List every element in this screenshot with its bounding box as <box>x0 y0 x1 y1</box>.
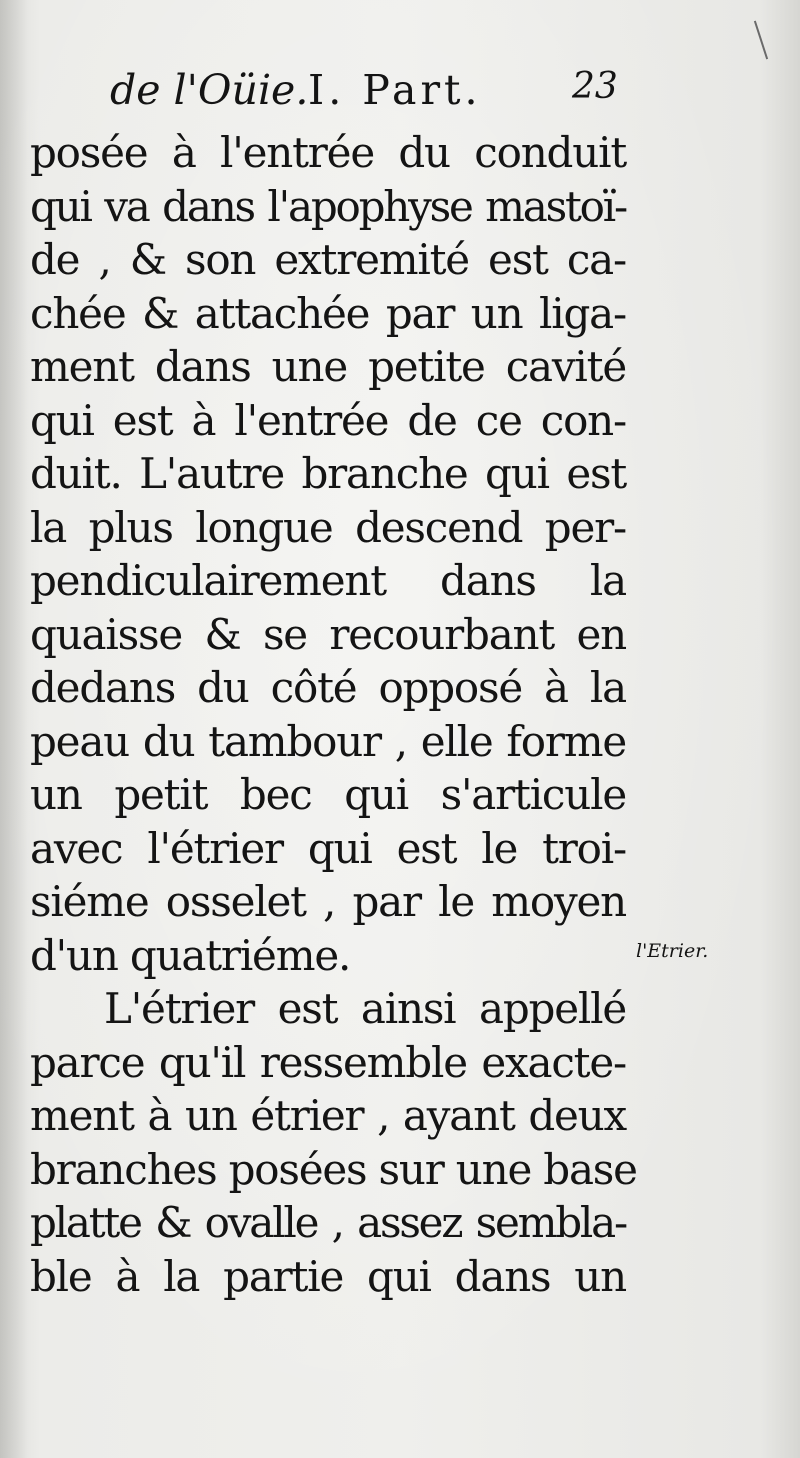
body-text <box>30 126 637 1303</box>
text-line: duit. L'autre branche qui est <box>30 449 626 498</box>
gutter-shadow <box>0 0 28 1458</box>
text-line: pendiculairement dans la <box>30 556 626 605</box>
page-number: 23 <box>572 66 618 107</box>
header-section-title: de l'Oüie. <box>110 66 309 114</box>
running-header <box>110 66 630 126</box>
text-line: qui va dans l'apophyse mastoï- <box>30 181 626 231</box>
text-line: platte & ovalle , assez sembla- <box>30 1198 626 1247</box>
paragraph-first-line: L'étrier est ainsi appellé <box>104 984 626 1033</box>
text-line: peau du tambour , elle forme <box>30 716 626 766</box>
text-line: avec l'étrier qui est le troi- <box>30 823 626 873</box>
header-part: I. Part. <box>308 66 482 114</box>
text-line: chée & attachée par un liga- <box>30 288 626 338</box>
margin-note: l'Etrier. <box>636 940 709 962</box>
text-line: dedans du côté opposé à la <box>30 663 626 712</box>
text-line: ble à la partie qui dans un <box>30 1251 626 1301</box>
text-line: de , & son extremité est ca- <box>30 235 626 284</box>
text-line: la plus longue descend per- <box>30 502 626 552</box>
text-line: ment à un étrier , ayant deux <box>30 1091 626 1140</box>
text-line: parce qu'il ressemble exacte- <box>30 1037 626 1087</box>
text-line: quaisse & se recourbant en <box>30 609 626 659</box>
text-line: branches posées sur une base <box>30 1144 637 1194</box>
text-line: qui est à l'entrée de ce con- <box>30 395 626 445</box>
text-line: siéme osselet , par le moyen <box>30 877 626 926</box>
text-line: ment dans une petite cavité <box>30 342 626 391</box>
text-line: un petit bec qui s'articule <box>30 770 626 819</box>
text-line: d'un quatriéme. <box>30 930 351 980</box>
page-edge-mark <box>754 21 768 60</box>
text-line: posée à l'entrée du conduit <box>30 128 626 177</box>
